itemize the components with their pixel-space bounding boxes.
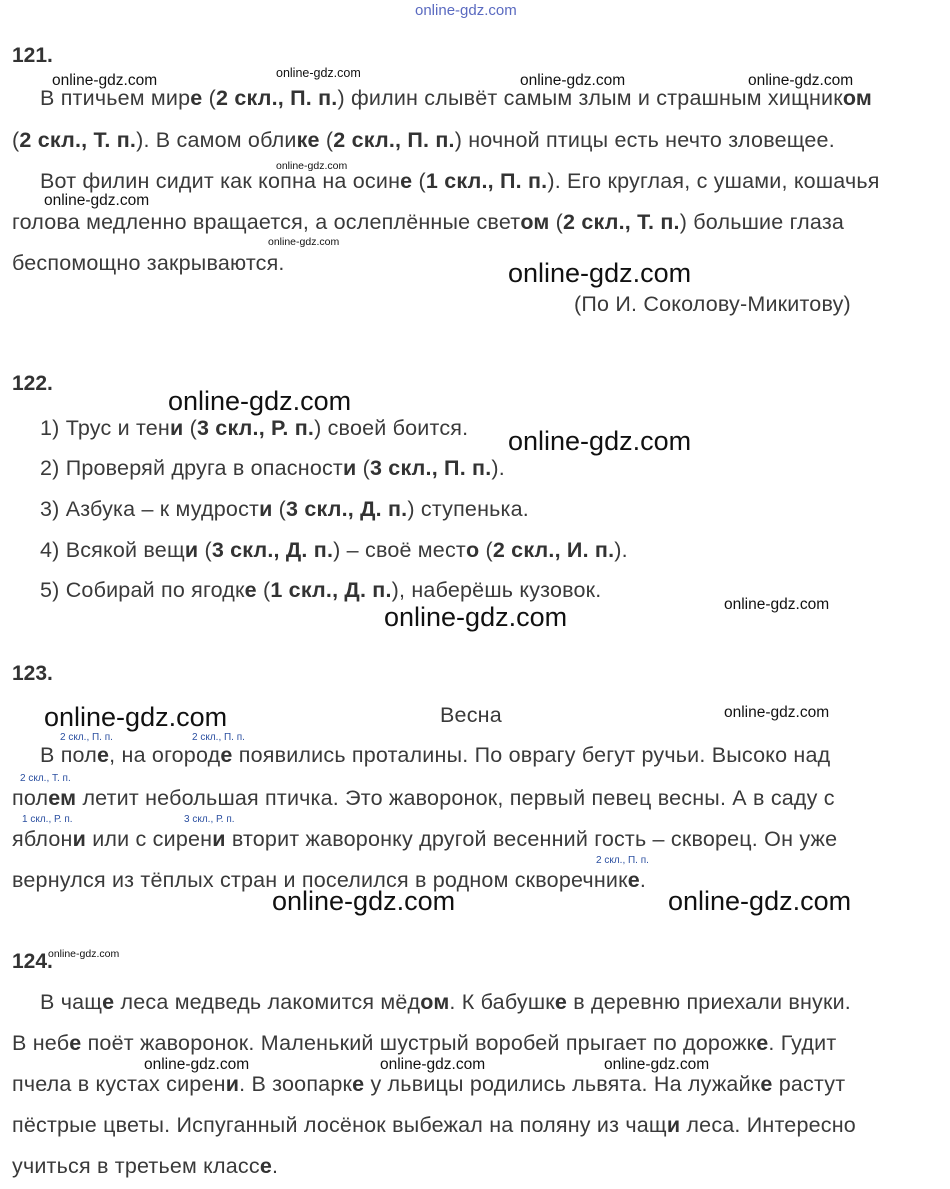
ex122-item-3: 3) Азбука – к мудрости (3 скл., Д. п.) ступенька. [40,497,529,521]
ex124-line2: В небе поёт жаворонок. Маленький шустрый воробей прыгает по дорожке. Гудит [12,1031,837,1055]
grammar-annotation: 2 скл., Т. п. [20,773,71,784]
ex121-line3: Вот филин сидит как копна на осине (1 скл., П. п.). Его круглая, с ушами, кошачья [40,169,880,193]
ex122-item-4: 4) Всякой вещи (3 скл., Д. п.) – своё место (2 скл., И. п.). [40,538,628,562]
watermark: online-gdz.com [380,1056,486,1073]
watermark: online-gdz.com [268,236,340,248]
watermark: online-gdz.com [724,704,830,721]
grammar-annotation: 1 скл., Р. п. [22,814,73,825]
ex121-source: (По И. Соколову-Микитову) [574,292,851,316]
header-watermark: online-gdz.com [415,2,517,19]
watermark: online-gdz.com [144,1056,250,1073]
grammar-annotation: 2 скл., П. п. [596,855,649,866]
ex124-line5: учиться в третьем классе. [12,1154,279,1178]
grammar-annotation: 3 скл., Р. п. [184,814,235,825]
ex121-line2: (2 скл., Т. п.). В самом облике (2 скл., П. п.) ночной птицы есть нечто зловещее. [12,128,835,152]
ex124-line4: пёстрые цветы. Испуганный лосёнок выбежал на поляну из чащи леса. Интересно [12,1113,856,1137]
watermark: online-gdz.com [276,160,348,172]
watermark: online-gdz.com [48,948,120,960]
watermark: online-gdz.com [44,702,228,732]
watermark: online-gdz.com [44,192,150,209]
watermark: online-gdz.com [276,66,361,80]
grammar-annotation: 2 скл., П. п. [60,732,113,743]
ex123-line4: вернулся из тёплых стран и поселился в родном скворечнике. [12,868,647,892]
exercise-122-number: 122. [12,372,53,395]
exercise-123-number: 123. [12,662,53,685]
ex123-line1: В поле, на огороде появились проталины. По оврагу бегут ручьи. Высоко над [40,743,831,767]
watermark: online-gdz.com [508,426,692,456]
watermark: online-gdz.com [724,596,830,613]
ex121-line1: В птичьем мире (2 скл., П. п.) филин слывёт самым злым и страшным хищником [40,86,873,110]
exercise-121-number: 121. [12,44,53,67]
watermark: online-gdz.com [168,386,352,416]
exercise-124-number: 124. [12,950,53,973]
ex123-title: Весна [440,703,502,727]
watermark: online-gdz.com [384,602,568,632]
watermark: online-gdz.com [668,886,852,916]
watermark: online-gdz.com [748,72,854,89]
ex123-line3: яблони или с сирени вторит жаворонку другой весенний гость – скворец. Он уже [12,827,838,851]
ex122-item-2: 2) Проверяй друга в опасности (3 скл., П. п.). [40,456,505,480]
watermark: online-gdz.com [604,1056,710,1073]
watermark: online-gdz.com [272,886,456,916]
watermark: online-gdz.com [508,258,692,288]
ex123-line2: полем летит небольшая птичка. Это жаворонок, первый певец весны. А в саду с [12,786,835,810]
ex122-item-1: 1) Трус и тени (3 скл., Р. п.) своей боится. [40,416,469,440]
ex124-line1: В чаще леса медведь лакомится мёдом. К бабушке в деревню приехали внуки. [40,990,851,1014]
ex121-line4: голова медленно вращается, а ослеплённые светом (2 скл., Т. п.) большие глаза [12,210,845,234]
watermark: online-gdz.com [520,72,626,89]
ex122-item-5: 5) Собирай по ягодке (1 скл., Д. п.), наберёшь кузовок. [40,578,602,602]
grammar-annotation: 2 скл., П. п. [192,732,245,743]
ex124-line3: пчела в кустах сирени. В зоопарке у львицы родились львята. На лужайке растут [12,1072,846,1096]
ex121-line5: беспомощно закрываются. [12,251,285,275]
watermark: online-gdz.com [52,72,158,89]
